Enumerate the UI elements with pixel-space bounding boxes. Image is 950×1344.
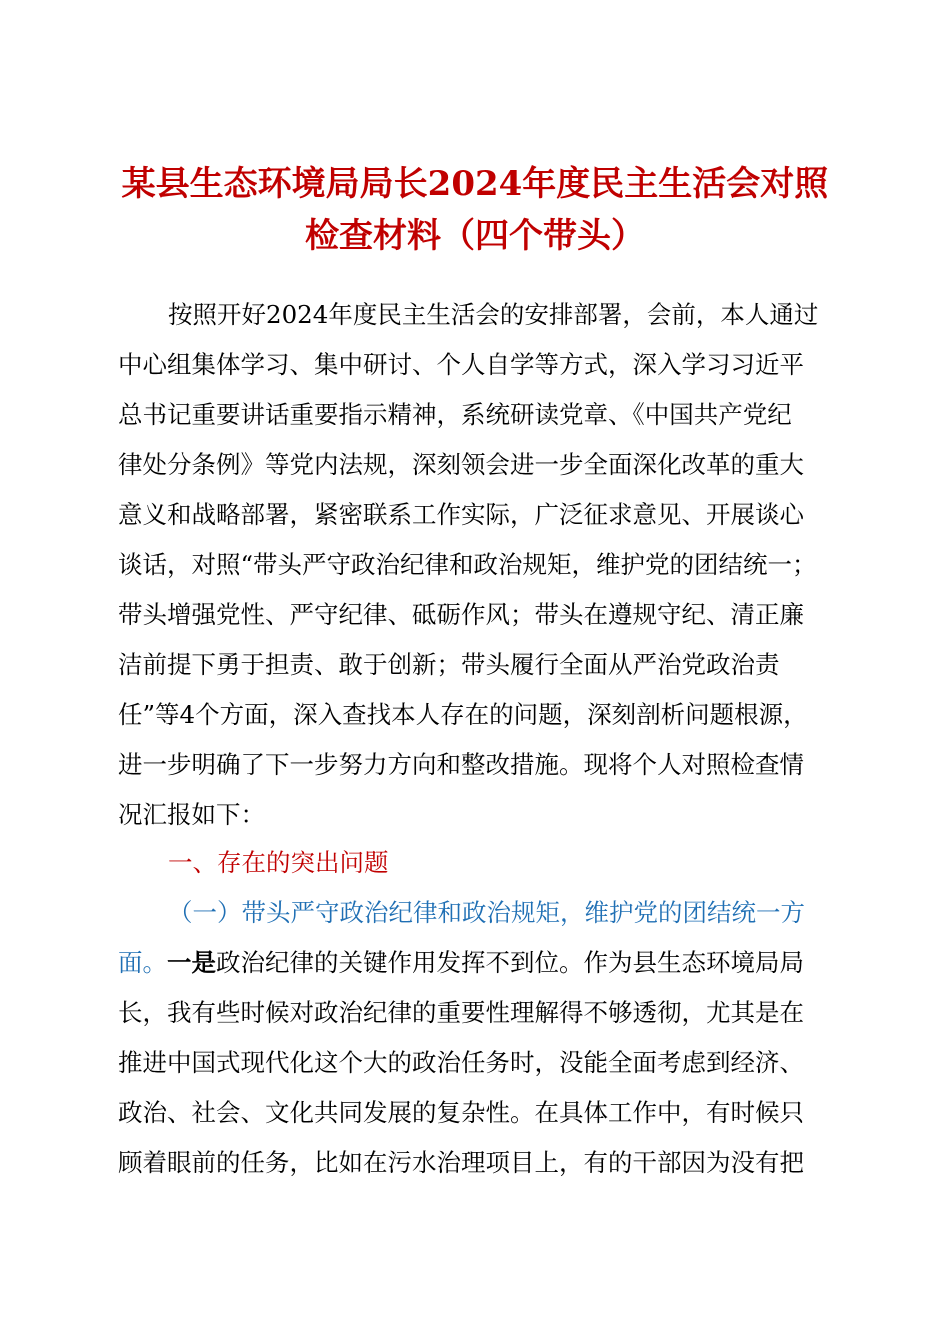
intro-line-8: 洁前提下勇于担责、敢于创新；带头履行全面从严治党政治责 <box>118 650 780 679</box>
subsection-heading-end: 面。 <box>118 948 167 977</box>
body-line-3: 政治、社会、文化共同发展的复杂性。在具体工作中，有时候只 <box>118 1098 804 1127</box>
intro-line-1: 按照开好2024年度民主生活会的安排部署，会前，本人通过 <box>168 300 819 329</box>
body-line-2: 推进中国式现代化这个大的政治任务时，没能全面考虑到经济、 <box>118 1048 804 1077</box>
point-marker-1: 一是 <box>167 948 216 977</box>
intro-line-10: 进一步明确了下一步努力方向和整改措施。现将个人对照检查情 <box>118 750 804 779</box>
section-heading-1: 一、存在的突出问题 <box>168 848 389 877</box>
body-line-4: 顾着眼前的任务，比如在污水治理项目上，有的干部因为没有把 <box>118 1148 804 1177</box>
intro-line-9: 任”等4个方面，深入查找本人存在的问题，深刻剖析问题根源， <box>118 700 808 729</box>
intro-line-3: 总书记重要讲话重要指示精神，系统研读党章、《中国共产党纪 <box>118 400 792 429</box>
point-text-1: 政治纪律的关键作用发挥不到位。作为县生态环境局局 <box>216 948 804 977</box>
intro-line-6: 谈话，对照“带头严守政治纪律和政治规矩，维护党的团结统一； <box>118 550 817 579</box>
body-line-1: 长，我有些时候对政治纪律的重要性理解得不够透彻，尤其是在 <box>118 998 804 1027</box>
document-title-line-1: 某县生态环境局局长2024年度民主生活会对照 <box>121 164 829 204</box>
intro-line-7: 带头增强党性、严守纪律、砥砺作风；带头在遵规守纪、清正廉 <box>118 600 804 629</box>
subsection-line-2 <box>118 945 804 981</box>
intro-line-5: 意义和战略部署，紧密联系工作实际，广泛征求意见、开展谈心 <box>118 500 804 529</box>
intro-line-11: 况汇报如下： <box>118 800 265 829</box>
subsection-heading-1: （一）带头严守政治纪律和政治规矩，维护党的团结统一方 <box>168 898 805 927</box>
document-title-line-2: 检查材料（四个带头） <box>305 216 645 256</box>
intro-line-4: 律处分条例》等党内法规，深刻领会进一步全面深化改革的重大 <box>118 450 804 479</box>
intro-line-2: 中心组集体学习、集中研讨、个人自学等方式，深入学习习近平 <box>118 350 804 379</box>
